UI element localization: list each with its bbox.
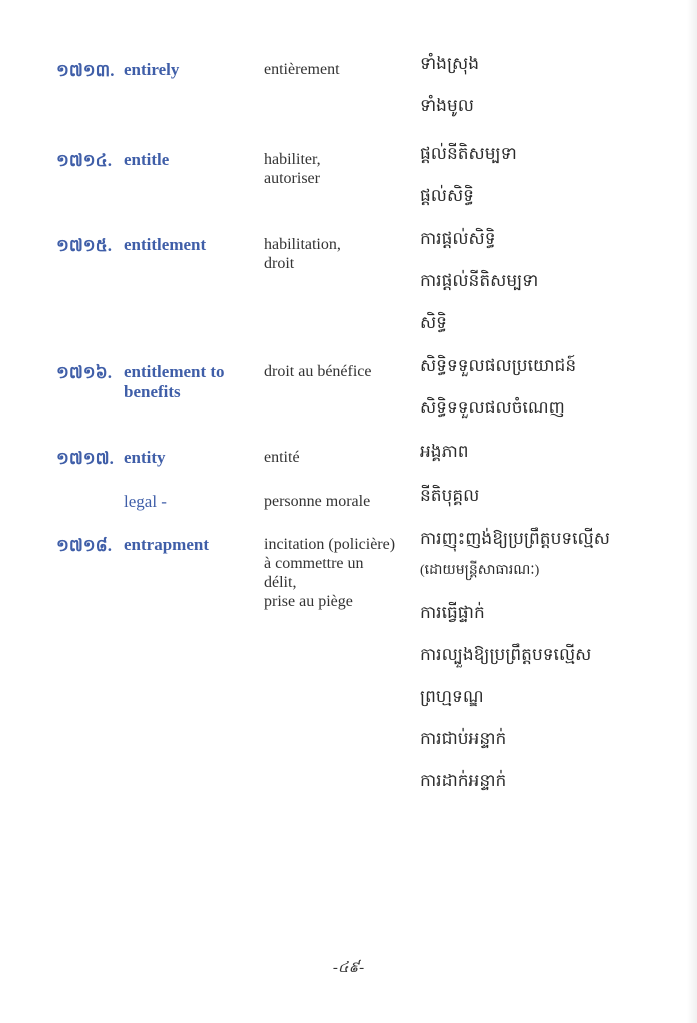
french-translation [264,235,414,273]
entry-term: entirely [124,60,180,79]
khmer-line: សិទ្ធិទទួលផលចំណេញ [420,398,565,417]
khmer-line: ការជាប់អន្ទាក់ [420,729,507,748]
khmer-line: (ដោយមន្ត្រីសាធារណៈ) [420,563,540,578]
french-translation [264,535,414,611]
french-line: droit [264,255,295,272]
french-line: prise au piège [264,593,353,610]
french-line: habiliter, [264,151,321,168]
khmer-line: ទាំងមូល [420,96,474,115]
entry-number: ១៧១៧. [56,449,114,468]
khmer-line: ផ្តល់នីតិសម្បទា [420,144,517,163]
khmer-translation [420,442,469,484]
khmer-line: ការផ្តល់នីតិសម្បទា [420,271,539,290]
khmer-line: សិទ្ធិទទួលផលប្រយោជន៍ [420,356,577,375]
entry-number: ១៧១៥. [56,236,112,255]
french-line: personne morale [264,493,371,510]
french-line: droit au bénéfice [264,363,372,380]
khmer-translation [420,54,479,138]
entry-number: ១៧១៤. [56,151,112,170]
entry-term-line: benefits [124,382,181,401]
entry-number: ១៧១៣. [56,61,115,80]
khmer-translation [420,356,576,440]
khmer-line: ព្រហ្មទណ្ឌ [420,687,484,706]
khmer-line: ទាំងស្រុង [420,54,480,73]
french-line: autoriser [264,170,320,187]
khmer-line: ការធ្វើផ្ទាក់ [420,603,485,622]
entry-term: entitlement [124,235,207,254]
french-line: à commettre un [264,555,364,572]
french-line: incitation (policière) [264,536,396,553]
khmer-line: អង្គភាព [420,442,469,461]
khmer-line: ការដាក់អន្ទាក់ [420,771,507,790]
khmer-line: ការល្បួងឱ្យប្រព្រឹត្តបទល្មើស [420,645,592,664]
khmer-line: នីតិបុគ្គល [420,486,480,505]
french-translation [264,60,414,79]
khmer-line: ការញុះញង់ឱ្យប្រព្រឹត្តបទល្មើស [420,529,610,548]
entry-number: ១៧១៦. [56,363,112,382]
french-translation [264,362,414,381]
khmer-line: ការផ្តល់សិទ្ធិ [420,229,496,248]
khmer-translation [420,144,517,228]
french-translation [264,492,414,511]
entry-term [124,362,225,402]
entry-term: entitle [124,150,170,169]
entry-term-line: entitlement to [124,362,225,381]
entry-number: ១៧១៨. [56,536,112,555]
page-edge-shadow [687,0,697,1023]
french-line: entièrement [264,61,340,78]
khmer-line: សិទ្ធិ [420,313,447,332]
page-number: -៤៩- [332,960,365,976]
khmer-translation [420,229,538,355]
entry-term: entity [124,448,166,467]
khmer-translation [420,529,610,813]
khmer-translation [420,486,479,528]
french-translation [264,448,414,467]
entry-term: entrapment [124,535,209,554]
french-line: entité [264,449,300,466]
french-line: habilitation, [264,236,341,253]
french-line: délit, [264,574,297,591]
khmer-line: ផ្តល់សិទ្ធិ [420,186,474,205]
french-translation [264,150,414,188]
entry-term: legal - [124,492,167,511]
